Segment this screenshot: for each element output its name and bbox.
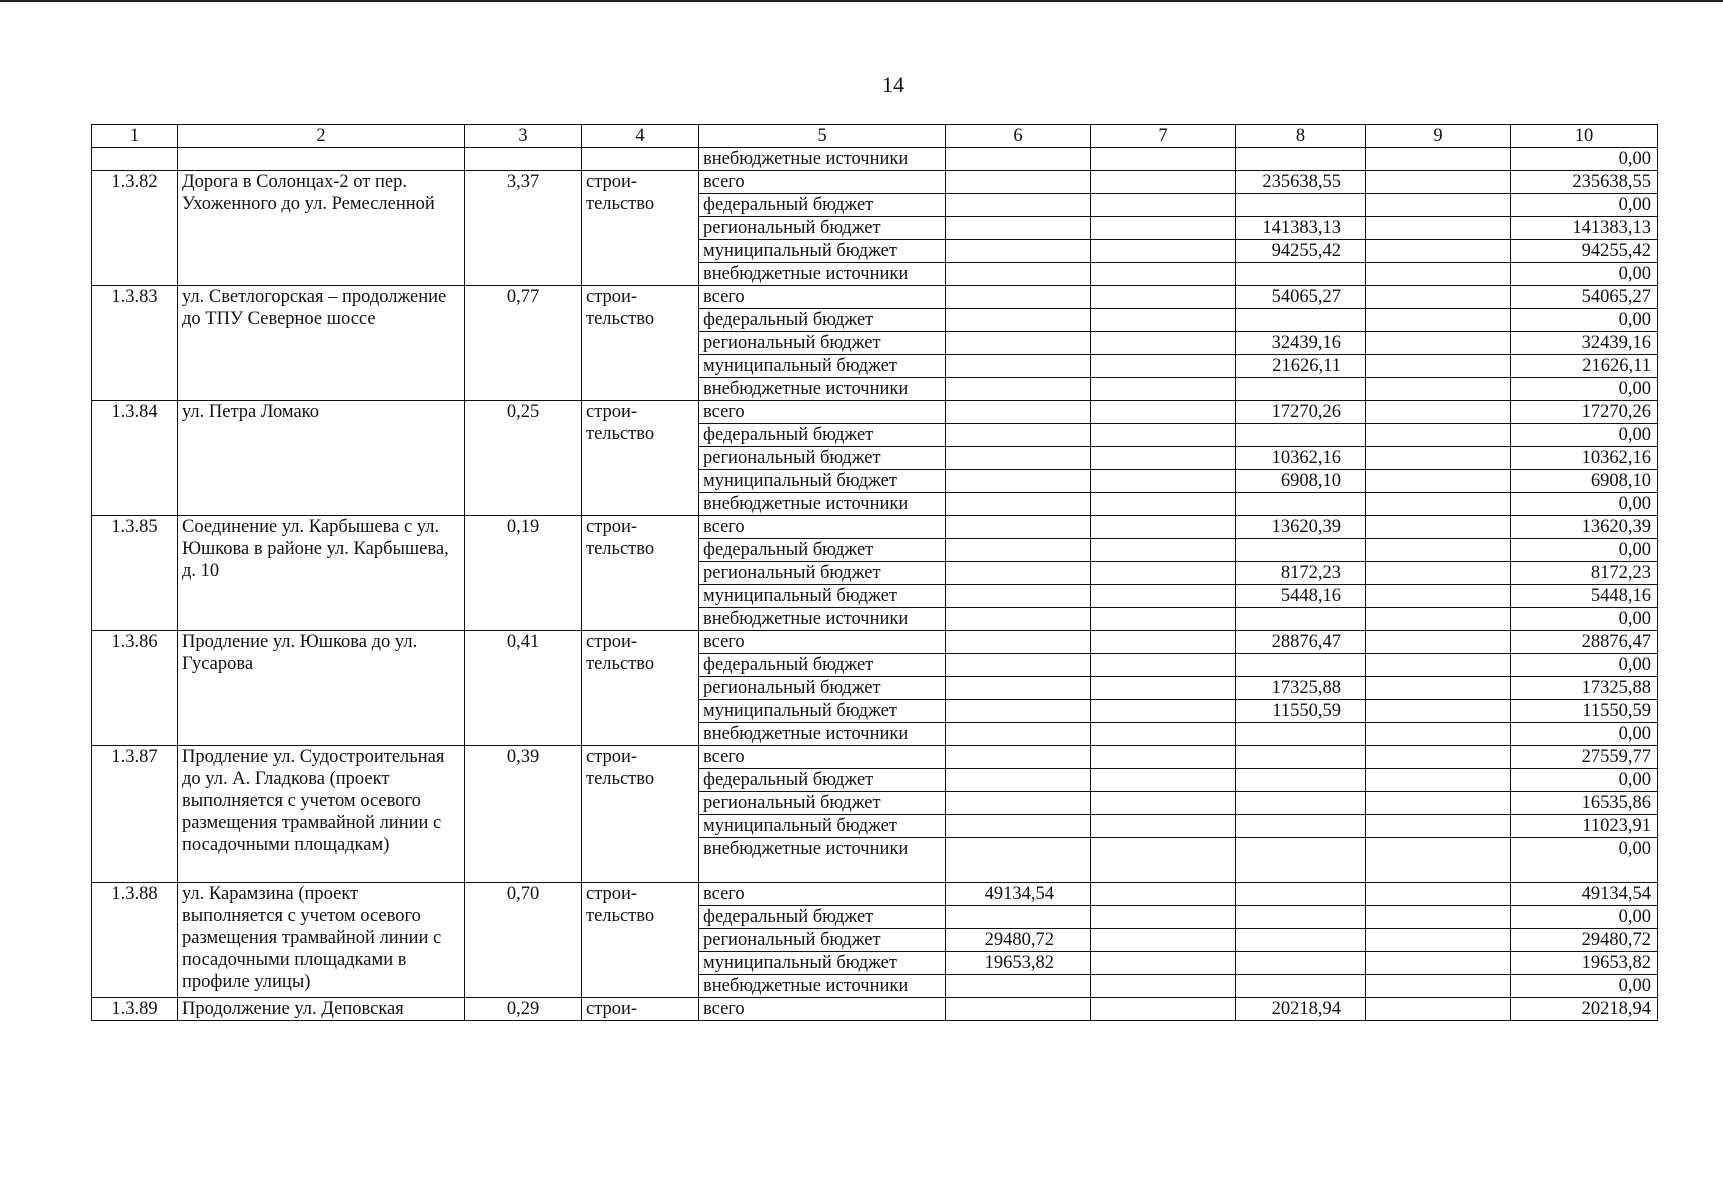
col8-cell: [1236, 539, 1366, 562]
col10-cell: 6908,10: [1511, 470, 1658, 493]
source-cell: внебюджетные источники: [699, 975, 946, 998]
col10-cell: 94255,42: [1511, 240, 1658, 263]
col9-cell: [1366, 539, 1511, 562]
col8-cell: 10362,16: [1236, 447, 1366, 470]
col7-cell: [1091, 608, 1236, 631]
empty-cell: [92, 148, 178, 171]
source-cell: муниципальный бюджет: [699, 952, 946, 975]
source-cell: федеральный бюджет: [699, 424, 946, 447]
source-cell: федеральный бюджет: [699, 309, 946, 332]
col7-cell: [1091, 998, 1236, 1021]
col7-cell: [1091, 929, 1236, 952]
col7-cell: [1091, 171, 1236, 194]
source-cell: региональный бюджет: [699, 332, 946, 355]
col9-cell: [1366, 769, 1511, 792]
col10-cell: 16535,86: [1511, 792, 1658, 815]
col6-cell: [946, 562, 1091, 585]
col8-cell: 21626,11: [1236, 355, 1366, 378]
col6-cell: [946, 585, 1091, 608]
column-header: 9: [1366, 125, 1511, 148]
work-type: строи-тельство: [582, 883, 699, 998]
col7-cell: [1091, 631, 1236, 654]
col9-cell: [1366, 608, 1511, 631]
col10-cell: 0,00: [1511, 378, 1658, 401]
col10-cell: 0,00: [1511, 906, 1658, 929]
col6-cell: [946, 677, 1091, 700]
col10-cell: 19653,82: [1511, 952, 1658, 975]
col9-cell: [1366, 631, 1511, 654]
col9-cell: [1366, 838, 1511, 883]
work-type: строи-тельство: [582, 746, 699, 883]
item-length: 0,41: [465, 631, 582, 746]
col9-cell: [1366, 470, 1511, 493]
col7-cell: [1091, 309, 1236, 332]
col6-cell: [946, 723, 1091, 746]
source-cell: всего: [699, 401, 946, 424]
item-length: 0,19: [465, 516, 582, 631]
table-body: [92, 125, 1658, 1021]
col9-cell: [1366, 654, 1511, 677]
table-row: [92, 998, 1658, 1021]
budget-table: [91, 124, 1658, 1021]
col8-cell: 8172,23: [1236, 562, 1366, 585]
col10-cell: 0,00: [1511, 309, 1658, 332]
col8-cell: [1236, 883, 1366, 906]
col8-cell: [1236, 493, 1366, 516]
table-row: [92, 516, 1658, 539]
col10-cell: 0,00: [1511, 608, 1658, 631]
col7-cell: [1091, 378, 1236, 401]
item-name: Дорога в Солонцах-2 от пер. Ухоженного до ул. Ремесленной: [178, 171, 465, 286]
source-cell: муниципальный бюджет: [699, 355, 946, 378]
col9-cell: [1366, 378, 1511, 401]
col7-cell: [1091, 355, 1236, 378]
table-row: [92, 401, 1658, 424]
col9-cell: [1366, 906, 1511, 929]
col7-cell: [1091, 677, 1236, 700]
col9-cell: [1366, 746, 1511, 769]
col7-cell: [1091, 952, 1236, 975]
source-cell: внебюджетные источники: [699, 493, 946, 516]
col9-cell: [1366, 332, 1511, 355]
empty-cell: [1236, 148, 1366, 171]
col7-cell: [1091, 838, 1236, 883]
column-header: 6: [946, 125, 1091, 148]
col7-cell: [1091, 585, 1236, 608]
col9-cell: [1366, 815, 1511, 838]
item-number: 1.3.87: [92, 746, 178, 883]
col10-cell: 0,00: [1511, 723, 1658, 746]
col8-cell: [1236, 309, 1366, 332]
col10-cell: 0,00: [1511, 263, 1658, 286]
col8-cell: 6908,10: [1236, 470, 1366, 493]
item-length: 0,25: [465, 401, 582, 516]
item-name: Продление ул. Юшкова до ул. Гусарова: [178, 631, 465, 746]
table-row: [92, 286, 1658, 309]
col9-cell: [1366, 929, 1511, 952]
header-row: [92, 125, 1658, 148]
empty-cell: [178, 148, 465, 171]
col8-cell: [1236, 424, 1366, 447]
col6-cell: [946, 378, 1091, 401]
col6-cell: [946, 792, 1091, 815]
source-cell: федеральный бюджет: [699, 769, 946, 792]
col7-cell: [1091, 516, 1236, 539]
col8-cell: [1236, 378, 1366, 401]
item-name: ул. Карамзина (проект выполняется с учетом осевого размещения трамвайной линии с посадочными площадками в профиле улицы): [178, 883, 465, 998]
col9-cell: [1366, 883, 1511, 906]
col6-cell: [946, 447, 1091, 470]
source-cell: всего: [699, 883, 946, 906]
col9-cell: [1366, 447, 1511, 470]
col8-cell: [1236, 769, 1366, 792]
page-number: 14: [882, 72, 904, 97]
col9-cell: [1366, 217, 1511, 240]
col6-cell: [946, 424, 1091, 447]
col8-cell: 54065,27: [1236, 286, 1366, 309]
col6-cell: [946, 309, 1091, 332]
col9-cell: [1366, 585, 1511, 608]
col9-cell: [1366, 240, 1511, 263]
col8-cell: [1236, 792, 1366, 815]
col6-cell: [946, 240, 1091, 263]
col6-cell: [946, 332, 1091, 355]
col8-cell: 94255,42: [1236, 240, 1366, 263]
col6-cell: [946, 815, 1091, 838]
col9-cell: [1366, 424, 1511, 447]
source-cell: федеральный бюджет: [699, 194, 946, 217]
col10-cell: 5448,16: [1511, 585, 1658, 608]
col6-cell: [946, 217, 1091, 240]
col8-cell: [1236, 746, 1366, 769]
col9-cell: [1366, 401, 1511, 424]
col8-cell: [1236, 263, 1366, 286]
col8-cell: 235638,55: [1236, 171, 1366, 194]
col9-cell: [1366, 355, 1511, 378]
col8-cell: 17270,26: [1236, 401, 1366, 424]
col9-cell: [1366, 493, 1511, 516]
col7-cell: [1091, 332, 1236, 355]
table-row: [92, 746, 1658, 769]
column-header: 10: [1511, 125, 1658, 148]
col6-cell: [946, 906, 1091, 929]
source-cell: региональный бюджет: [699, 447, 946, 470]
col6-cell: [946, 286, 1091, 309]
col7-cell: [1091, 769, 1236, 792]
item-name: Продление ул. Судостроительная до ул. А. Гладкова (проект выполняется с учетом осевого размещения трамвайной линии с посадочными площадкам): [178, 746, 465, 883]
table-row: [92, 171, 1658, 194]
col7-cell: [1091, 470, 1236, 493]
col8-cell: 17325,88: [1236, 677, 1366, 700]
column-header: 1: [92, 125, 178, 148]
col7-cell: [1091, 286, 1236, 309]
col6-cell: [946, 516, 1091, 539]
col10-cell: 29480,72: [1511, 929, 1658, 952]
source-cell: региональный бюджет: [699, 677, 946, 700]
column-header: 3: [465, 125, 582, 148]
work-type: строи-тельство: [582, 171, 699, 286]
col8-cell: [1236, 608, 1366, 631]
source-cell: муниципальный бюджет: [699, 470, 946, 493]
col9-cell: [1366, 516, 1511, 539]
source-cell: внебюджетные источники: [699, 838, 946, 883]
col7-cell: [1091, 240, 1236, 263]
col10-cell: 0,00: [1511, 539, 1658, 562]
item-number: 1.3.84: [92, 401, 178, 516]
item-length: 0,77: [465, 286, 582, 401]
col7-cell: [1091, 401, 1236, 424]
col6-cell: [946, 654, 1091, 677]
col10-cell: 28876,47: [1511, 631, 1658, 654]
col8-cell: 32439,16: [1236, 332, 1366, 355]
col9-cell: [1366, 998, 1511, 1021]
item-length: 0,29: [465, 998, 582, 1021]
col7-cell: [1091, 792, 1236, 815]
source-cell: региональный бюджет: [699, 929, 946, 952]
col9-cell: [1366, 309, 1511, 332]
column-header: 2: [178, 125, 465, 148]
col6-cell: 29480,72: [946, 929, 1091, 952]
item-length: 3,37: [465, 171, 582, 286]
col6-cell: [946, 608, 1091, 631]
col10-cell: 141383,13: [1511, 217, 1658, 240]
col8-cell: [1236, 654, 1366, 677]
table-row: [92, 631, 1658, 654]
col10-cell: 17270,26: [1511, 401, 1658, 424]
col6-cell: [946, 539, 1091, 562]
table-row: [92, 883, 1658, 906]
col8-cell: [1236, 194, 1366, 217]
source-cell: региональный бюджет: [699, 792, 946, 815]
source-cell: всего: [699, 516, 946, 539]
col9-cell: [1366, 723, 1511, 746]
col10-cell: 0,00: [1511, 424, 1658, 447]
col6-cell: [946, 769, 1091, 792]
source-cell: внебюджетные источники: [699, 608, 946, 631]
col6-cell: [946, 700, 1091, 723]
col8-cell: [1236, 975, 1366, 998]
source-cell: региональный бюджет: [699, 217, 946, 240]
col9-cell: [1366, 792, 1511, 815]
col7-cell: [1091, 906, 1236, 929]
col10-cell: 0,00: [1511, 493, 1658, 516]
source-cell: муниципальный бюджет: [699, 815, 946, 838]
item-name: ул. Светлогорская – продолжение до ТПУ Северное шоссе: [178, 286, 465, 401]
source-cell: внебюджетные источники: [699, 723, 946, 746]
col8-cell: [1236, 929, 1366, 952]
col7-cell: [1091, 539, 1236, 562]
col9-cell: [1366, 263, 1511, 286]
col6-cell: [946, 998, 1091, 1021]
col8-cell: 13620,39: [1236, 516, 1366, 539]
col6-cell: [946, 631, 1091, 654]
col9-cell: [1366, 194, 1511, 217]
source-cell: всего: [699, 631, 946, 654]
col9-cell: [1366, 975, 1511, 998]
total-cell: 0,00: [1511, 148, 1658, 171]
column-header: 7: [1091, 125, 1236, 148]
col6-cell: [946, 194, 1091, 217]
empty-cell: [1366, 148, 1511, 171]
col9-cell: [1366, 286, 1511, 309]
item-number: 1.3.85: [92, 516, 178, 631]
col10-cell: 0,00: [1511, 975, 1658, 998]
col8-cell: [1236, 906, 1366, 929]
col8-cell: 11550,59: [1236, 700, 1366, 723]
col8-cell: [1236, 952, 1366, 975]
col6-cell: [946, 975, 1091, 998]
col6-cell: [946, 263, 1091, 286]
col10-cell: 11023,91: [1511, 815, 1658, 838]
col6-cell: [946, 470, 1091, 493]
col8-cell: [1236, 723, 1366, 746]
empty-cell: [465, 148, 582, 171]
item-name: ул. Петра Ломако: [178, 401, 465, 516]
col7-cell: [1091, 447, 1236, 470]
col6-cell: [946, 171, 1091, 194]
column-header: 4: [582, 125, 699, 148]
empty-cell: [946, 148, 1091, 171]
source-cell: всего: [699, 746, 946, 769]
source-cell: внебюджетные источники: [699, 378, 946, 401]
item-name: Соединение ул. Карбышева с ул. Юшкова в районе ул. Карбышева, д. 10: [178, 516, 465, 631]
source-cell: федеральный бюджет: [699, 654, 946, 677]
col10-cell: 17325,88: [1511, 677, 1658, 700]
source-cell: всего: [699, 998, 946, 1021]
col10-cell: 49134,54: [1511, 883, 1658, 906]
col6-cell: 49134,54: [946, 883, 1091, 906]
col10-cell: 10362,16: [1511, 447, 1658, 470]
col7-cell: [1091, 883, 1236, 906]
empty-cell: [582, 148, 699, 171]
source-cell: всего: [699, 171, 946, 194]
work-type: строи-тельство: [582, 516, 699, 631]
work-type: строи-тельство: [582, 286, 699, 401]
page-top-border: [0, 0, 1723, 2]
col9-cell: [1366, 700, 1511, 723]
col7-cell: [1091, 975, 1236, 998]
col10-cell: 0,00: [1511, 769, 1658, 792]
item-name: Продолжение ул. Деповская: [178, 998, 465, 1021]
col10-cell: 235638,55: [1511, 171, 1658, 194]
carryover-row: [92, 148, 1658, 171]
col6-cell: [946, 746, 1091, 769]
source-cell: всего: [699, 286, 946, 309]
item-number: 1.3.83: [92, 286, 178, 401]
col7-cell: [1091, 654, 1236, 677]
col10-cell: 13620,39: [1511, 516, 1658, 539]
col10-cell: 0,00: [1511, 838, 1658, 883]
col6-cell: [946, 401, 1091, 424]
col10-cell: 21626,11: [1511, 355, 1658, 378]
source-cell: муниципальный бюджет: [699, 585, 946, 608]
source-cell: муниципальный бюджет: [699, 700, 946, 723]
col10-cell: 54065,27: [1511, 286, 1658, 309]
col9-cell: [1366, 171, 1511, 194]
col8-cell: [1236, 838, 1366, 883]
col10-cell: 0,00: [1511, 194, 1658, 217]
source-cell: муниципальный бюджет: [699, 240, 946, 263]
col7-cell: [1091, 562, 1236, 585]
source-cell: федеральный бюджет: [699, 539, 946, 562]
col9-cell: [1366, 952, 1511, 975]
empty-cell: [1091, 148, 1236, 171]
col10-cell: 20218,94: [1511, 998, 1658, 1021]
col8-cell: 141383,13: [1236, 217, 1366, 240]
col7-cell: [1091, 194, 1236, 217]
col6-cell: [946, 493, 1091, 516]
column-header: 8: [1236, 125, 1366, 148]
source-cell: федеральный бюджет: [699, 906, 946, 929]
col7-cell: [1091, 217, 1236, 240]
col9-cell: [1366, 677, 1511, 700]
col10-cell: 0,00: [1511, 654, 1658, 677]
item-number: 1.3.88: [92, 883, 178, 998]
item-number: 1.3.82: [92, 171, 178, 286]
source-cell: региональный бюджет: [699, 562, 946, 585]
work-type: строи-: [582, 998, 699, 1021]
col7-cell: [1091, 723, 1236, 746]
source-cell: внебюджетные источники: [699, 263, 946, 286]
col10-cell: 8172,23: [1511, 562, 1658, 585]
col10-cell: 11550,59: [1511, 700, 1658, 723]
col10-cell: 32439,16: [1511, 332, 1658, 355]
item-number: 1.3.89: [92, 998, 178, 1021]
col8-cell: [1236, 815, 1366, 838]
source-cell: внебюджетные источники: [699, 148, 946, 171]
col8-cell: 28876,47: [1236, 631, 1366, 654]
col7-cell: [1091, 700, 1236, 723]
col8-cell: 20218,94: [1236, 998, 1366, 1021]
col7-cell: [1091, 815, 1236, 838]
item-length: 0,70: [465, 883, 582, 998]
col6-cell: [946, 355, 1091, 378]
item-number: 1.3.86: [92, 631, 178, 746]
col7-cell: [1091, 493, 1236, 516]
col6-cell: 19653,82: [946, 952, 1091, 975]
col10-cell: 27559,77: [1511, 746, 1658, 769]
col6-cell: [946, 838, 1091, 883]
work-type: строи-тельство: [582, 631, 699, 746]
column-header: 5: [699, 125, 946, 148]
col7-cell: [1091, 746, 1236, 769]
col7-cell: [1091, 263, 1236, 286]
col9-cell: [1366, 562, 1511, 585]
work-type: строи-тельство: [582, 401, 699, 516]
col8-cell: 5448,16: [1236, 585, 1366, 608]
col7-cell: [1091, 424, 1236, 447]
item-length: 0,39: [465, 746, 582, 883]
